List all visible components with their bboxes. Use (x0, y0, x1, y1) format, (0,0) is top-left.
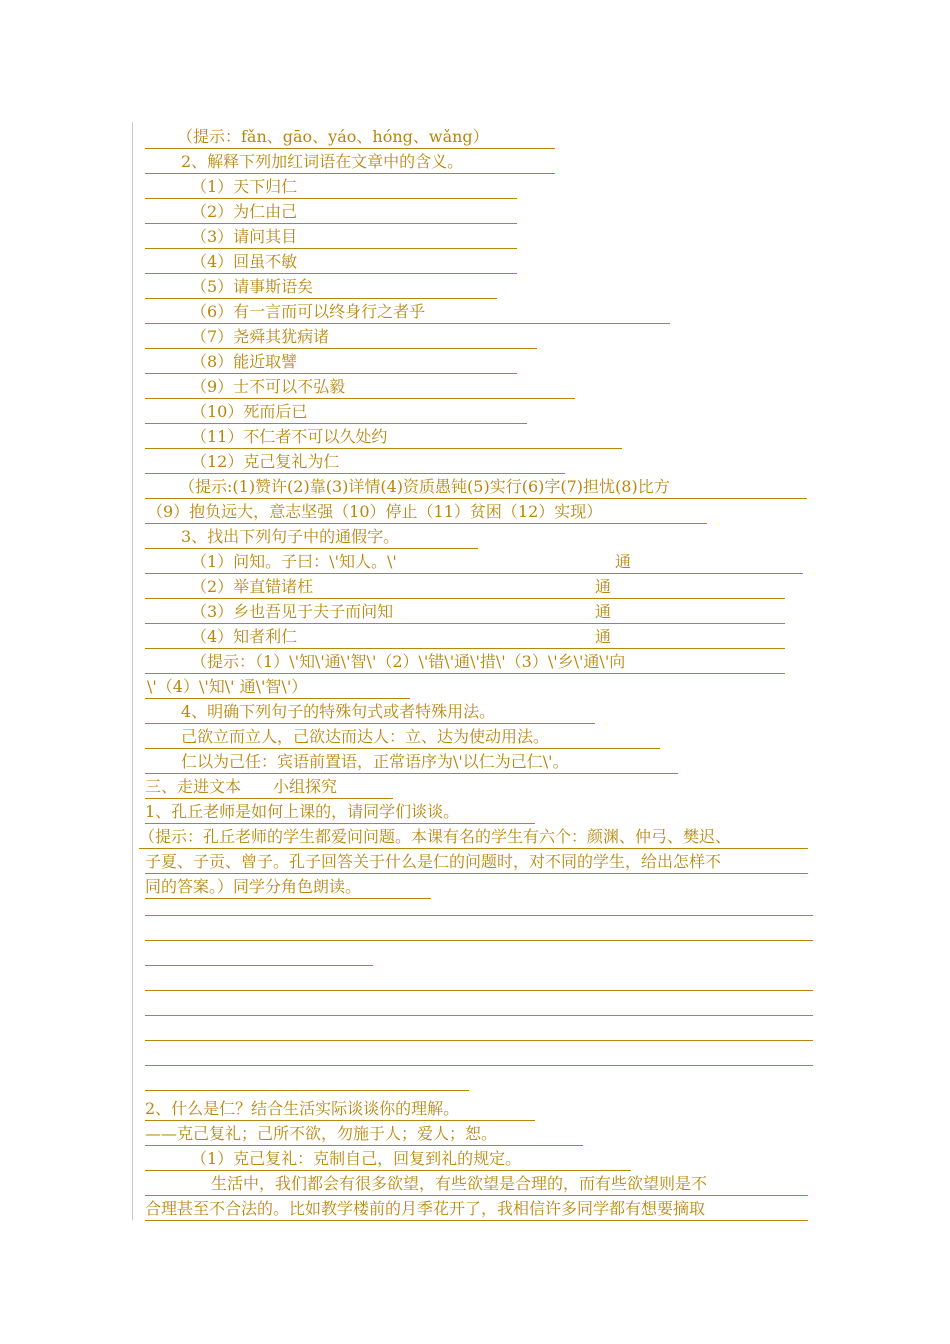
q4-text-1: 己欲立而立人，己欲达而达人：立、达为使动用法。 (181, 727, 550, 746)
q4-text-2: 仁以为己任：宾语前置语，正常语序为\'以仁为己仁\'。 (181, 752, 569, 771)
q2-item-6: （6）有一言而可以终身行之者乎 (191, 302, 426, 321)
q3-item-4-line (145, 624, 785, 649)
q2-item-5-line (145, 274, 497, 299)
s3-q2-para-line-2 (145, 1196, 808, 1221)
s3-q2-para-2: 合理甚至不合法的。比如教学楼前的月季花开了，我相信许多同学都有想要摘取 (145, 1199, 706, 1218)
q3-item-1-tong: 通 (615, 552, 632, 571)
s3-q1-hint-line-2 (145, 849, 808, 874)
q3-item-3-line (145, 599, 785, 624)
q3-item-2: （2）举直错诸枉 (191, 577, 314, 596)
q2-item-8-line (145, 349, 517, 374)
q3-item-2-line (145, 574, 785, 599)
question-3-title: 3、找出下列句子中的通假字。 (181, 527, 400, 546)
q4-line-2 (145, 749, 678, 774)
q4-line-1 (145, 724, 660, 749)
q2-hint-1: （提示:(1)赞许(2)靠(3)详情(4)资质愚钝(5)实行(6)字(7)担忧(8)比方 (179, 477, 670, 496)
q2-item-8: （8）能近取譬 (191, 352, 298, 371)
s3-q1-hint-line-1 (139, 824, 808, 849)
s3-q2-answer: ——克己复礼；己所不欲，勿施于人；爱人；恕。 (145, 1124, 498, 1143)
page-margin-rule (132, 122, 133, 1220)
q2-item-4: （4）回虽不敏 (191, 252, 298, 271)
pinyin-hint-line (145, 124, 555, 149)
q2-item-4-line (145, 249, 517, 274)
q3-item-2-tong: 通 (595, 577, 612, 596)
q2-item-3: （3）请问其目 (191, 227, 298, 246)
q3-hint-line-2 (145, 674, 410, 699)
q3-hint-2: \'（4）\'知\' 通\'智\'） (147, 677, 308, 696)
q3-hint-line-1 (145, 649, 785, 674)
q2-hint-line-2 (145, 499, 707, 524)
s3-q2-title: 2、什么是仁？结合生活实际谈谈你的理解。 (145, 1099, 460, 1118)
q2-item-9-line (145, 374, 575, 399)
s3-q2-title-line (145, 1096, 535, 1121)
s3-q2-para-1: 生活中，我们都会有很多欲望，有些欲望是合理的，而有些欲望则是不 (211, 1174, 708, 1193)
question-2-title: 2、解释下列加红词语在文章中的含义。 (181, 152, 464, 171)
answer-blank-line[interactable] (145, 1015, 813, 1016)
answer-blank-line[interactable] (145, 915, 813, 916)
q3-hint-1: （提示：（1）\'知\'通\'智\'（2）\'错\'通\'措\'（3）\'乡\'通\'向 (191, 652, 626, 671)
question-3-title-line (145, 524, 478, 549)
q2-item-11: （11）不仁者不可以久处约 (191, 427, 388, 446)
answer-blank-line[interactable] (145, 1090, 469, 1091)
q2-item-12: （12）克己复礼为仁 (191, 452, 340, 471)
q2-hint-2: （9）抱负远大，意志坚强（10）停止（11）贫困（12）实现） (147, 502, 603, 521)
q2-item-7: （7）尧舜其犹病诸 (191, 327, 330, 346)
s3-q1-hint-2: 子夏、子贡、曾子。孔子回答关于什么是仁的问题时，对不同的学生，给出怎样不 (145, 852, 722, 871)
q2-item-7-line (145, 324, 537, 349)
q2-item-10-line (145, 399, 527, 424)
q2-item-2: （2）为仁由己 (191, 202, 298, 221)
q3-item-1: （1）问知。子曰：\'知人。\' (191, 552, 397, 571)
s3-q1-hint-1: （提示：孔丘老师的学生都爱问问题。本课有名的学生有六个：颜渊、仲弓、樊迟、 (139, 827, 732, 846)
answer-blank-line[interactable] (145, 990, 813, 991)
answer-blank-line[interactable] (145, 940, 813, 941)
answer-blank-line[interactable] (145, 1040, 813, 1041)
q2-item-12-line (145, 449, 565, 474)
answer-blank-line[interactable] (145, 1065, 813, 1066)
pinyin-hint: （提示：fǎn、gāo、yáo、hóng、wǎng） (177, 127, 489, 146)
q2-item-1-line (145, 174, 517, 199)
s3-q1-hint-3: 同的答案。）同学分角色朗读。 (145, 877, 362, 896)
q3-item-1-line (145, 549, 803, 574)
q2-item-1: （1）天下归仁 (191, 177, 298, 196)
section-3-heading-line (145, 774, 393, 799)
q3-item-4-tong: 通 (595, 627, 612, 646)
q3-item-4: （4）知者利仁 (191, 627, 298, 646)
q2-hint-line-1 (145, 474, 807, 499)
question-4-title-line (145, 699, 595, 724)
section-3-heading: 三、走进文本 小组探究 (145, 777, 338, 796)
q2-item-6-line (145, 299, 670, 324)
s3-q2-para-line-1 (145, 1171, 808, 1196)
q3-item-3-tong: 通 (595, 602, 612, 621)
q2-item-11-line (145, 424, 622, 449)
s3-q2-answer-line (145, 1121, 583, 1146)
s3-q2-sub1: （1）克己复礼：克制自己，回复到礼的规定。 (191, 1149, 522, 1168)
q2-item-2-line (145, 199, 517, 224)
q2-item-10: （10）死而后已 (191, 402, 308, 421)
s3-q1-hint-line-3 (145, 874, 431, 899)
s3-q1-title-line (145, 799, 535, 824)
s3-q1-title: 1、孔丘老师是如何上课的，请同学们谈谈。 (145, 802, 460, 821)
q2-item-5: （5）请事斯语矣 (191, 277, 314, 296)
question-4-title: 4、明确下列句子的特殊句式或者特殊用法。 (181, 702, 496, 721)
s3-q2-sub1-line (145, 1146, 631, 1171)
question-2-title-line (145, 149, 555, 174)
q2-item-9: （9）士不可以不弘毅 (191, 377, 346, 396)
q3-item-3: （3）乡也吾见于夫子而问知 (191, 602, 394, 621)
answer-blank-line[interactable] (145, 965, 373, 966)
q2-item-3-line (145, 224, 517, 249)
